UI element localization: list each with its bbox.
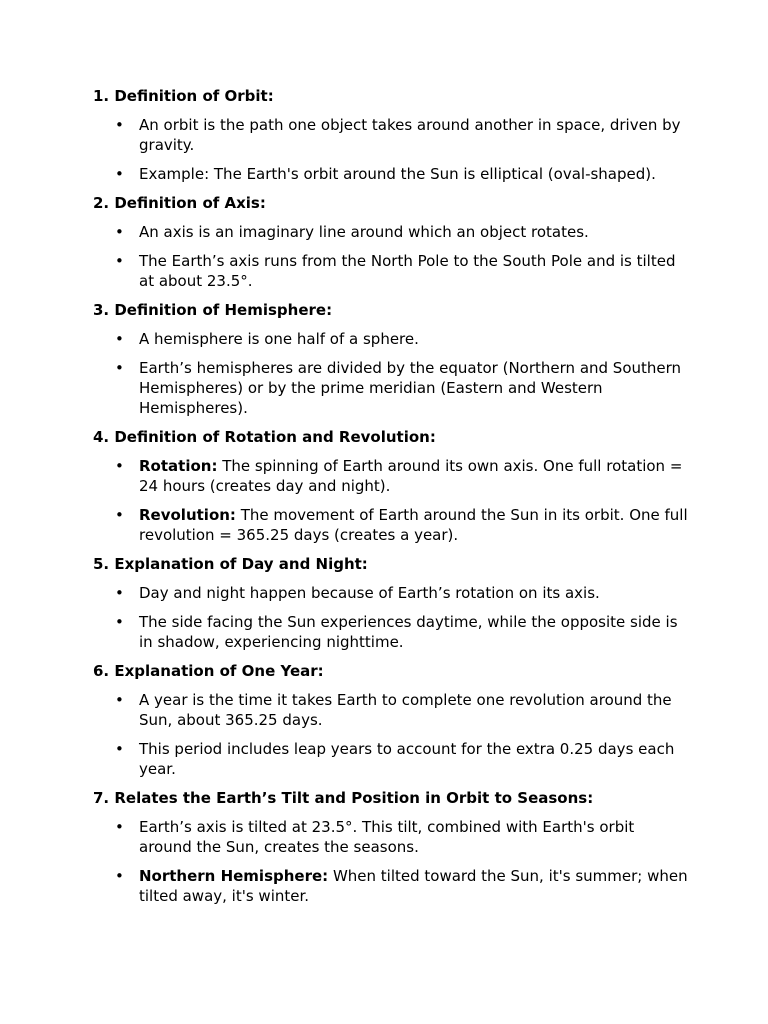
bullet-list <box>93 222 688 291</box>
bullet-icon: • <box>115 359 124 377</box>
item-text: The movement of Earth around the Sun in its orbit. One full revolution = 365.25 days (creates a year). <box>139 506 688 544</box>
bullet-icon: • <box>115 818 124 836</box>
section-day-night <box>93 554 688 652</box>
section-heading: 5. Explanation of Day and Night: <box>93 555 368 573</box>
section-heading: 3. Definition of Hemisphere: <box>93 301 333 319</box>
item-lead: Northern Hemisphere: <box>139 867 329 885</box>
bullet-icon: • <box>115 252 124 270</box>
section-hemisphere <box>93 300 688 418</box>
section-rotation-revolution <box>93 427 688 545</box>
bullet-icon: • <box>115 116 124 134</box>
section-heading: 1. Definition of Orbit: <box>93 87 274 105</box>
list-item <box>93 358 688 418</box>
bullet-list <box>93 115 688 184</box>
bullet-icon: • <box>115 330 124 348</box>
list-item <box>93 251 688 291</box>
section-tilt-seasons <box>93 788 688 906</box>
bullet-icon: • <box>115 613 124 631</box>
bullet-icon: • <box>115 457 124 475</box>
list-item <box>93 690 688 730</box>
list-item <box>93 329 688 349</box>
item-text: A year is the time it takes Earth to complete one revolution around the Sun, about 365.25 days. <box>139 691 672 729</box>
bullet-icon: • <box>115 740 124 758</box>
list-item <box>93 612 688 652</box>
list-item <box>93 739 688 779</box>
item-text: Example: The Earth's orbit around the Sun is elliptical (oval-shaped). <box>139 165 656 183</box>
section-heading: 6. Explanation of One Year: <box>93 662 324 680</box>
bullet-icon: • <box>115 584 124 602</box>
bullet-list <box>93 583 688 652</box>
list-item <box>93 456 688 496</box>
section-heading: 2. Definition of Axis: <box>93 194 266 212</box>
list-item <box>93 222 688 242</box>
section-orbit <box>93 86 688 184</box>
section-heading: 4. Definition of Rotation and Revolution: <box>93 428 436 446</box>
section-one-year <box>93 661 688 779</box>
list-item <box>93 115 688 155</box>
item-text: This period includes leap years to account for the extra 0.25 days each year. <box>139 740 675 778</box>
item-text: A hemisphere is one half of a sphere. <box>139 330 419 348</box>
bullet-list <box>93 456 688 545</box>
bullet-list <box>93 817 688 906</box>
bullet-icon: • <box>115 506 124 524</box>
item-text: An orbit is the path one object takes around another in space, driven by gravity. <box>139 116 681 154</box>
bullet-icon: • <box>115 867 124 885</box>
list-item <box>93 164 688 184</box>
item-text: An axis is an imaginary line around which an object rotates. <box>139 223 589 241</box>
item-text: When tilted toward the Sun, it's summer; when tilted away, it's winter. <box>139 867 688 905</box>
item-text: The spinning of Earth around its own axis. One full rotation = 24 hours (creates day and night). <box>139 457 683 495</box>
list-item <box>93 866 688 906</box>
list-item <box>93 505 688 545</box>
item-text: The Earth’s axis runs from the North Pole to the South Pole and is tilted at about 23.5°. <box>139 252 676 290</box>
item-lead: Revolution: <box>139 506 236 524</box>
section-axis <box>93 193 688 291</box>
item-text: The side facing the Sun experiences daytime, while the opposite side is in shadow, experiencing nighttime. <box>139 613 678 651</box>
bullet-icon: • <box>115 691 124 709</box>
bullet-list <box>93 690 688 779</box>
item-text: Day and night happen because of Earth’s rotation on its axis. <box>139 584 600 602</box>
item-text: Earth’s axis is tilted at 23.5°. This tilt, combined with Earth's orbit around the Sun, creates the seasons. <box>139 818 635 856</box>
bullet-list <box>93 329 688 418</box>
bullet-icon: • <box>115 223 124 241</box>
bullet-icon: • <box>115 165 124 183</box>
list-item <box>93 583 688 603</box>
item-lead: Rotation: <box>139 457 218 475</box>
section-heading: 7. Relates the Earth’s Tilt and Position in Orbit to Seasons: <box>93 789 594 807</box>
list-item <box>93 817 688 857</box>
item-text: Earth’s hemispheres are divided by the equator (Northern and Southern Hemispheres) or by the prime meridian (Eastern and Western Hemispheres). <box>139 359 682 417</box>
